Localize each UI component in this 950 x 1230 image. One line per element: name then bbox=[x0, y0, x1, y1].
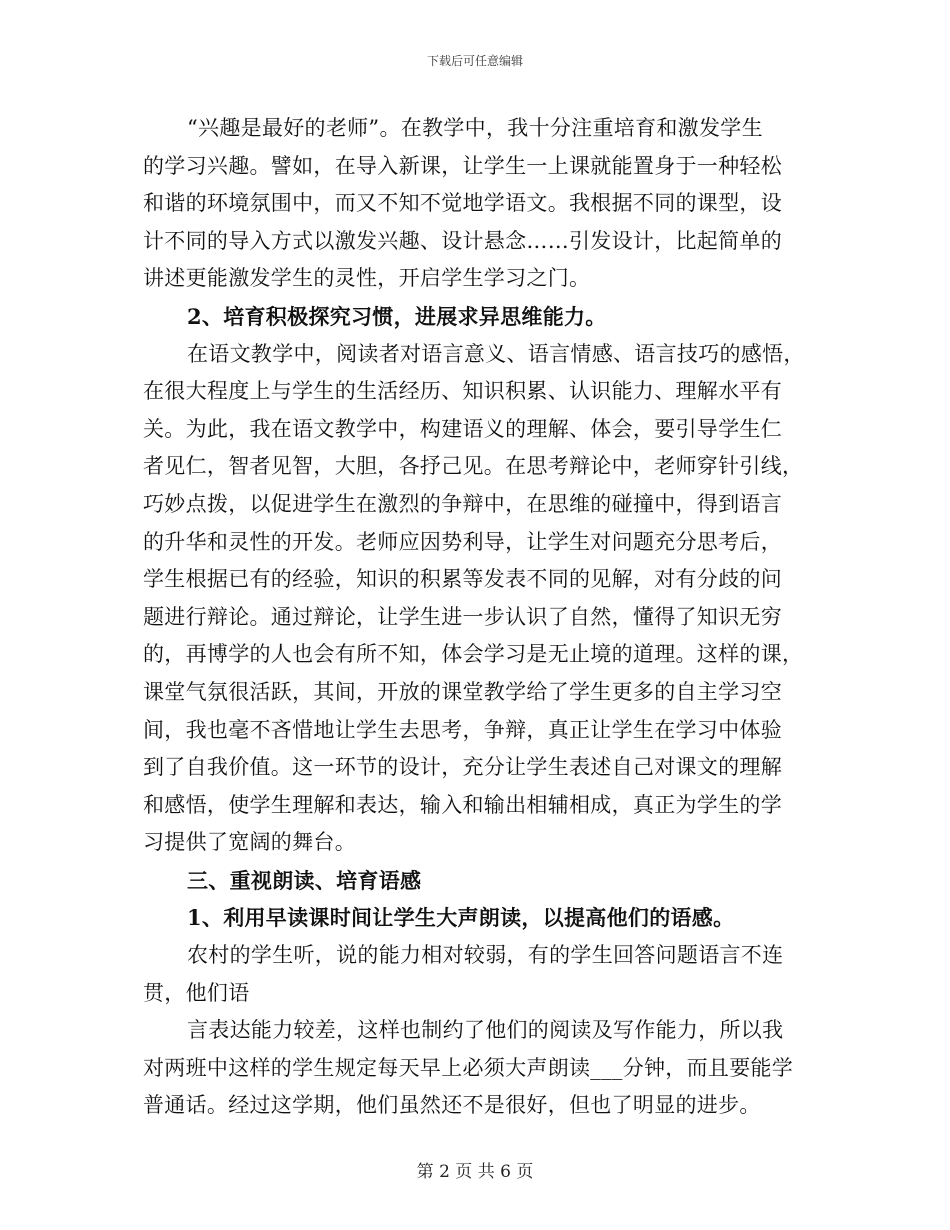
text-line: 到了自我价值。这一环节的设计，充分让学生表述自己对课文的理解 bbox=[143, 755, 782, 780]
text-line: 在语文教学中，阅读者对语言意义、语言情感、语言技巧的感悟， bbox=[187, 341, 805, 366]
text-line: 学生根据已有的经验，知识的积累等发表不同的见解，对有分歧的问 bbox=[143, 567, 782, 592]
page-number: 第 2 页 共 6 页 bbox=[416, 1162, 534, 1182]
text-line: 的升华和灵性的开发。老师应因势利导，让学生对问题充分思考后， bbox=[143, 529, 782, 554]
text-line: 讲述更能激发学生的灵性，开启学生学习之门。 bbox=[143, 266, 591, 291]
text-line: 关。为此，我在语文教学中，构建语义的理解、体会，要引导学生仁 bbox=[143, 416, 782, 441]
document-body bbox=[143, 110, 808, 1125]
text-line: 巧妙点拨，以促进学生在激烈的争辩中，在思维的碰撞中，得到语言 bbox=[143, 491, 782, 516]
text-line: 课堂气氛很活跃，其间，开放的课堂教学给了学生更多的自主学习空 bbox=[143, 679, 782, 704]
text-line: 农村的学生听，说的能力相对较弱，有的学生回答问题语言不连 bbox=[187, 943, 784, 968]
text-line: 习提供了宽阔的舞台。 bbox=[143, 830, 356, 855]
text-line: 在很大程度上与学生的生活经历、知识积累、认识能力、理解水平有 bbox=[143, 379, 782, 404]
text-line: 的，再博学的人也会有所不知，体会学习是无止境的道理。这样的课， bbox=[143, 642, 804, 667]
section-heading bbox=[143, 298, 808, 336]
text-line: 计不同的导入方式以激发兴趣、设计悬念……引发设计，比起简单的 bbox=[143, 228, 782, 253]
text-line: 1、利用早读课时间让学生大声朗读，以提高他们的语感。 bbox=[187, 905, 735, 931]
text-line: 普通话。经过这学期，他们虽然还不是很好，但也了明显的进步。 bbox=[143, 1093, 761, 1118]
paragraph bbox=[143, 937, 808, 1012]
text-line: 和感悟，使学生理解和表达，输入和输出相辅相成，真正为学生的学 bbox=[143, 792, 782, 817]
text-line: 题进行辩论。通过辩论，让学生进一步认识了自然，懂得了知识无穷 bbox=[143, 604, 782, 629]
text-line: 者见仁，智者见智，大胆，各抒己见。在思考辩论中，老师穿针引线， bbox=[143, 454, 804, 479]
text-line: 2、培育积极探究习惯，进展求异思维能力。 bbox=[187, 303, 607, 329]
text-line: 贯，他们语 bbox=[143, 980, 250, 1005]
text-line: 对两班中这样的学生规定每天早上必须大声朗读___分钟，而且要能学 bbox=[143, 1055, 794, 1080]
paragraph bbox=[143, 110, 808, 298]
text-line: 三、重视朗读、培育语感 bbox=[187, 867, 422, 893]
paragraph bbox=[143, 1012, 808, 1125]
text-line: 间，我也毫不吝惜地让学生去思考，争辩，真正让学生在学习中体验 bbox=[143, 717, 782, 742]
text-line: “兴趣是最好的老师”。在教学中，我十分注重培育和激发学生 bbox=[187, 116, 763, 140]
text-line: 言表达能力较差，这样也制约了他们的阅读及写作能力，所以我 bbox=[187, 1018, 784, 1043]
section-heading bbox=[143, 862, 808, 900]
text-line: 的学习兴趣。譬如，在导入新课，让学生一上课就能置身于一种轻松 bbox=[143, 153, 782, 178]
page-header: 下载后可任意编辑 bbox=[426, 54, 523, 68]
text-line: 和谐的环境氛围中，而又不知不觉地学语文。我根据不同的课型，设 bbox=[143, 191, 782, 216]
section-heading bbox=[143, 899, 808, 937]
paragraph bbox=[143, 336, 808, 862]
